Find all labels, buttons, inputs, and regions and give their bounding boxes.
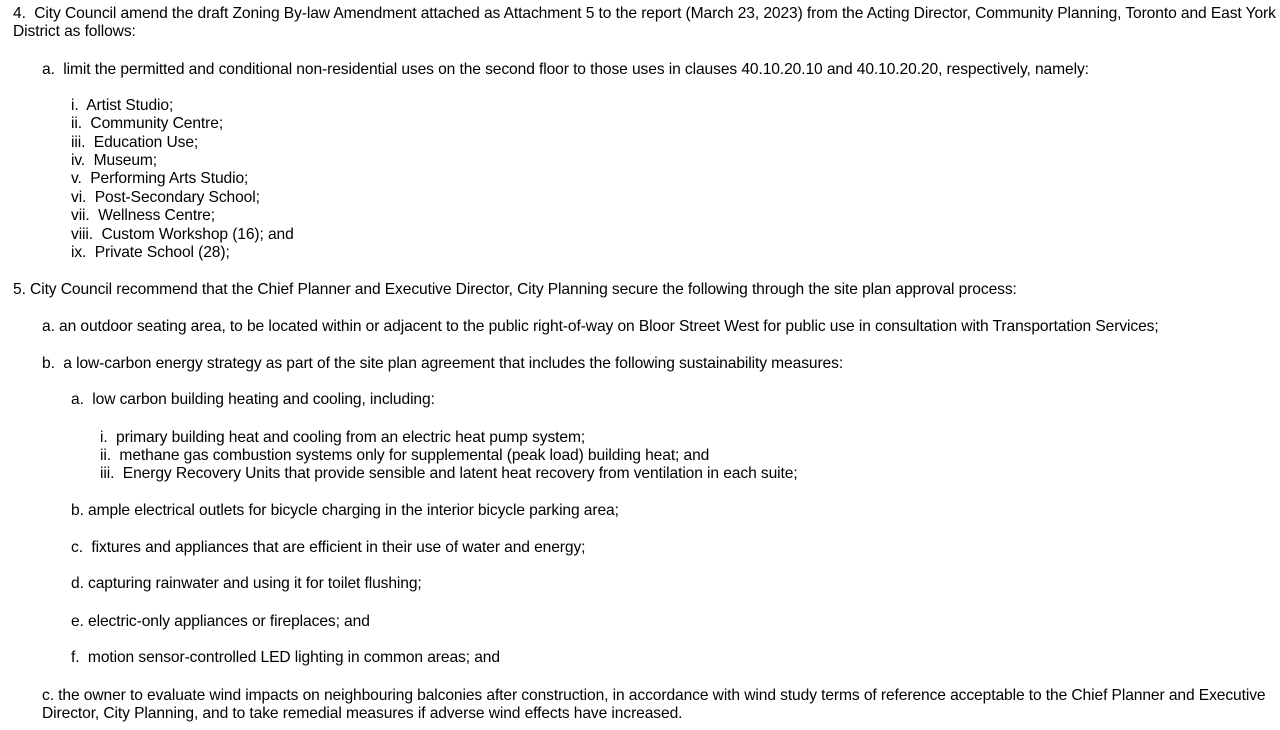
item-5a: a. an outdoor seating area, to be located within or adjacent to the public right-of-way on Bloor Street West for public use in consultation with Transportation Services; [42, 318, 1159, 335]
item-5b-b: b. ample electrical outlets for bicycle charging in the interior bicycle parking area; [71, 502, 619, 519]
use-item-8: viii. Custom Workshop (16); and [71, 226, 294, 243]
item-5b-e: e. electric-only appliances or fireplaces; and [71, 613, 370, 630]
heating-item-3: iii. Energy Recovery Units that provide sensible and latent heat recovery from ventilation in each suite; [100, 465, 798, 482]
item-5b-c: c. fixtures and appliances that are efficient in their use of water and energy; [71, 539, 586, 556]
use-item-5: v. Performing Arts Studio; [71, 170, 249, 187]
use-item-2: ii. Community Centre; [71, 115, 224, 132]
item-5b-a: a. low carbon building heating and cooling, including: [71, 391, 435, 408]
use-item-7: vii. Wellness Centre; [71, 207, 215, 224]
item-4a: a. limit the permitted and conditional non-residential uses on the second floor to those uses in clauses 40.10.20.10 and 40.10.20.20, respectively, namely: [42, 61, 1089, 78]
item-5c-line-2: Director, City Planning, and to take remedial measures if adverse wind effects have increased. [42, 705, 683, 722]
use-item-9: ix. Private School (28); [71, 244, 230, 261]
use-item-1: i. Artist Studio; [71, 97, 174, 114]
use-item-6: vi. Post-Secondary School; [71, 189, 260, 206]
heating-item-1: i. primary building heat and cooling from an electric heat pump system; [100, 429, 586, 446]
item-5b-d: d. capturing rainwater and using it for toilet flushing; [71, 575, 422, 592]
item-5b-f: f. motion sensor-controlled LED lighting in common areas; and [71, 649, 500, 666]
heating-item-2: ii. methane gas combustion systems only for supplemental (peak load) building heat; and [100, 447, 710, 464]
item-5c-line-1: c. the owner to evaluate wind impacts on neighbouring balconies after construction, in accordance with wind study terms of reference acceptable to the Chief Planner and Executive [42, 687, 1266, 704]
use-item-3: iii. Education Use; [71, 134, 199, 151]
item-4-line-2: District as follows: [13, 23, 136, 40]
item-4-line-1: 4. City Council amend the draft Zoning By-law Amendment attached as Attachment 5 to the report (March 23, 2023) from the Acting Director, Community Planning, Toronto and East York [13, 5, 1276, 22]
item-5: 5. City Council recommend that the Chief Planner and Executive Director, City Planning secure the following through the site plan approval process: [13, 281, 1017, 298]
item-5b: b. a low-carbon energy strategy as part of the site plan agreement that includes the following sustainability measures: [42, 355, 844, 372]
use-item-4: iv. Museum; [71, 152, 158, 169]
